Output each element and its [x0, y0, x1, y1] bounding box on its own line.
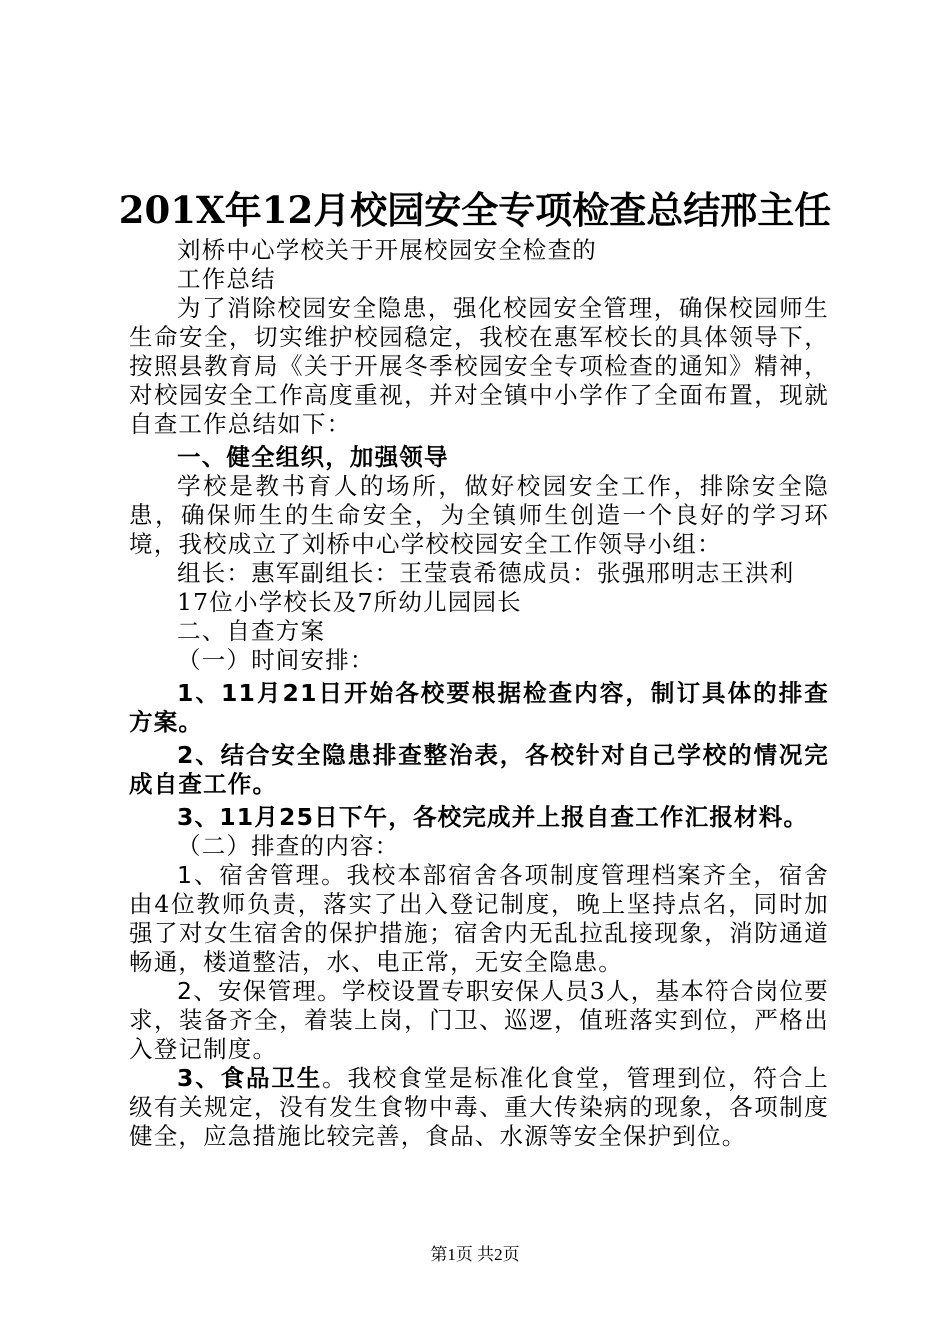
- subsection-time-heading: （一）时间安排：: [177, 646, 375, 674]
- subsection-content-heading: （二）排查的内容：: [177, 832, 400, 860]
- schedule-item-3: 3、11月25日下午，各校完成并上报自查工作汇报材料。: [177, 803, 809, 831]
- content-item-dormitory-text: 。我校本部宿舍各项制度管理档案齐全，宿舍由4位教师负责，落实了出入登记制度，晚上坚持点名，同时加强了对女生宿舍的保护措施；宿舍内无乱拉乱接现象，消防通道畅通，楼道整洁，水、电正常，无安全隐患。: [129, 861, 830, 976]
- subtitle-line-2: 工作总结: [177, 265, 276, 293]
- group-members-line-2: 17位小学校长及7所幼儿园园长: [177, 588, 522, 616]
- content-item-security-text: 。学校设置专职安保人员3人，基本符合岗位要求，装备齐全，着装上岗，门卫、巡逻，值班落实到位，严格出入登记制度。: [129, 977, 829, 1063]
- intro-paragraph: 为了消除校园安全隐患，强化校园安全管理，确保校园师生生命安全，切实维护校园稳定，我校在惠军校长的具体领导下，按照县教育局《关于开展冬季校园安全专项检查的通知》精神，对校园安全工作高度重视，并对全镇中小学作了全面布置，现就自查工作总结如下：: [129, 294, 829, 438]
- page-footer: 第1页 共2页: [430, 1245, 520, 1264]
- schedule-item-2: 2、结合安全隐患排查整治表，各校针对自己学校的情况完成自查工作。: [129, 741, 829, 798]
- content-item-dormitory: [129, 861, 829, 977]
- subtitle-line-1: 刘桥中心学校关于开展校园安全检查的: [177, 236, 597, 264]
- group-members-line: 组长：惠军副组长：王莹袁希德成员：张强邢明志王洪利: [177, 559, 795, 587]
- document-body: [129, 236, 829, 1151]
- organization-paragraph: 学校是教书育人的场所，做好校园安全工作，排除安全隐患，确保师生的生命安全，为全镇师生创造一个良好的学习环境，我校成立了刘桥中心学校校园安全工作领导小组：: [129, 472, 829, 558]
- content-item-food-text: 。我校食堂是标准化食堂，管理到位，符合上级有关规定，没有发生食物中毒、重大传染病的现象，各项制度健全，应急措施比较完善，食品、水源等安全保护到位。: [129, 1064, 829, 1150]
- document-title: 201X年12月校园安全专项检查总结邢主任: [118, 188, 832, 232]
- content-item-food: [129, 1064, 829, 1151]
- schedule-item-1: 1、11月21日开始各校要根据检查内容，制订具体的排查方案。: [129, 679, 829, 736]
- content-item-food-label: 3、食品卫生: [177, 1064, 323, 1092]
- content-item-security: [129, 977, 829, 1064]
- section-heading-1: 一、健全组织，加强领导: [177, 443, 449, 471]
- section-heading-2: 二、自查方案: [177, 617, 326, 645]
- content-item-dormitory-label: 1、宿舍管理: [177, 861, 322, 889]
- content-item-security-label: 2、安保管理: [177, 977, 318, 1005]
